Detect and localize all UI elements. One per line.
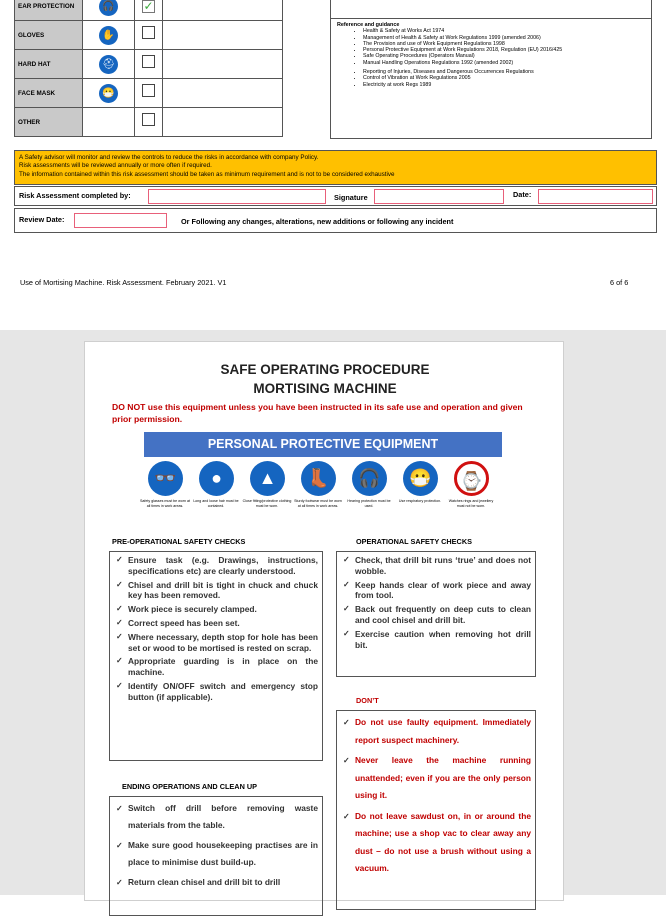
ppe-checkbox[interactable]	[142, 26, 155, 39]
ppe-heading: PERSONAL PROTECTIVE EQUIPMENT	[144, 432, 502, 457]
apron-icon: ▲	[250, 461, 285, 496]
reference-box-top	[330, 0, 652, 18]
date-label: Date:	[513, 190, 532, 199]
ppe-row	[15, 50, 283, 79]
ppe-icon-caption: Safety glasses must be worn at all times in work areas.	[140, 499, 190, 508]
ppe-row	[15, 0, 283, 21]
hearing-protection-icon: 🎧	[352, 461, 387, 496]
reference-box	[330, 18, 652, 139]
ppe-label: OTHER	[15, 108, 83, 137]
reference-item: • Electricity at work Regs 1989	[363, 82, 645, 88]
dont-list	[336, 710, 536, 910]
ppe-icon-cell	[83, 108, 135, 137]
review-row	[14, 208, 657, 233]
ppe-table	[14, 0, 283, 137]
ppe-label: HARD HAT	[15, 50, 83, 79]
ppe-notes-cell	[163, 79, 283, 108]
ppe-checkbox-cell	[135, 79, 163, 108]
signature-label: Signature	[334, 193, 368, 202]
check-item: ✓ Never leave the machine running unattended; even if you are the only person using it.	[341, 752, 531, 805]
face-mask-icon: 😷	[99, 84, 118, 103]
ppe-checkbox[interactable]	[142, 84, 155, 97]
ppe-icon-caption: Close fitting/protective clothing must be worn.	[242, 499, 292, 508]
ppe-checkbox-cell	[135, 21, 163, 50]
notice-line: A Safety advisor will monitor and review the controls to reduce the risks in accordance with company Policy.	[19, 154, 319, 161]
ppe-notes-cell	[163, 0, 283, 21]
ppe-icon-caption: Sturdy footwear must be worn at all times in work areas.	[294, 499, 342, 508]
ending-heading: ENDING OPERATIONS AND CLEAN UP	[122, 782, 257, 791]
check-item: ✓ Ensure task (e.g. Drawings, instructions, specifications etc) are clearly understood.	[114, 555, 318, 577]
ppe-icon-caption: Use respiratory protection.	[398, 499, 442, 503]
ppe-row	[15, 108, 283, 137]
reference-item: • Reporting of Injuries, Diseases and Dangerous Occurrences Regulations	[363, 69, 645, 75]
check-item: ✓ Do not leave sawdust on, in or around the machine; use a shop vac to clear away any dust – do not use a brush without using a vacuum.	[341, 808, 531, 878]
dont-heading: DON’T	[356, 696, 379, 705]
ppe-notes-cell	[163, 108, 283, 137]
ppe-row	[15, 21, 283, 50]
check-item: ✓ Exercise caution when removing hot drill bit.	[341, 629, 531, 651]
pre-op-list	[109, 551, 323, 761]
ppe-icon-cell	[83, 79, 135, 108]
ppe-notes-cell	[163, 50, 283, 79]
ppe-label: FACE MASK	[15, 79, 83, 108]
ppe-label: GLOVES	[15, 21, 83, 50]
reference-item: • Manual Handling Operations Regulations 1992 (amended 2002)	[363, 60, 645, 66]
ppe-label: EAR PROTECTION	[15, 0, 83, 21]
ppe-checkbox-cell	[135, 0, 163, 21]
check-item: ✓ Check, that drill bit runs ‘true’ and does not wobble.	[341, 555, 531, 577]
date-field[interactable]	[538, 189, 653, 204]
reference-item: • Safe Operating Procedures (Operators Manual)	[363, 53, 645, 59]
check-item: ✓ Do not use faulty equipment. Immediately report suspect machinery.	[341, 714, 531, 749]
safety-glasses-icon: 👓	[148, 461, 183, 496]
check-item: ✓ Switch off drill before removing waste materials from the table.	[114, 800, 318, 834]
check-item: ✓ Appropriate guarding is in place on the machine.	[114, 656, 318, 678]
check-item: ✓ Identify ON/OFF switch and emergency stop button (if applicable).	[114, 681, 318, 703]
ppe-icon-caption: Watches rings and jewellery must not be worn.	[448, 499, 494, 508]
ppe-icon-row	[140, 461, 508, 513]
ppe-checkbox[interactable]: ✓	[143, 0, 154, 13]
reference-title: Reference and guidance	[337, 22, 400, 28]
footwear-icon: 👢	[301, 461, 336, 496]
hard-hat-icon: ⛑	[99, 55, 118, 74]
reference-item: • Health & Safety at Works Act 1974	[363, 28, 645, 34]
sop-page	[84, 341, 564, 901]
check-item: ✓ Make sure good housekeeping practises are in place to minimise dust build-up.	[114, 837, 318, 871]
ppe-icon-caption: Hearing protection must be used.	[347, 499, 391, 508]
signature-field[interactable]	[374, 189, 504, 204]
footer-left: Use of Mortising Machine. Risk Assessment. February 2021. V1	[20, 278, 227, 287]
ppe-checkbox-cell	[135, 108, 163, 137]
risk-assessment-page	[0, 0, 666, 330]
sop-subtitle: MORTISING MACHINE	[253, 381, 397, 396]
reference-list	[337, 28, 645, 88]
check-item: ✓ Back out frequently on deep cuts to clean and cool chisel and drill bit.	[341, 604, 531, 626]
gloves-icon: ✋	[99, 26, 118, 45]
sop-title: SAFE OPERATING PROCEDURE	[220, 362, 430, 377]
check-item: ✓ Return clean chisel and drill bit to drill	[114, 874, 318, 891]
op-list	[336, 551, 536, 677]
ear-defenders-icon: 🎧	[99, 0, 118, 16]
warning-text: DO NOT use this equipment unless you have been instructed in its safe use and operation and given prior permission.	[112, 402, 523, 424]
reference-item: • Management of Health & Safety at Work Regulations 1999 (amended 2006)	[363, 35, 645, 41]
notice-line: Risk assessments will be reviewed annually or more often if required.	[19, 162, 212, 170]
page-number: 6 of 6	[610, 278, 629, 287]
ending-list	[109, 796, 323, 916]
ppe-icon-cell	[83, 0, 135, 21]
review-date-field[interactable]	[74, 213, 167, 228]
check-item: ✓ Where necessary, depth stop for hole has been set or wood to be mortised is rested on scrap.	[114, 632, 318, 654]
ppe-icon-cell	[83, 21, 135, 50]
ppe-icon-caption: Long and loose hair must be contained.	[193, 499, 239, 508]
hairnet-icon: ●	[199, 461, 234, 496]
safety-notice	[14, 150, 657, 185]
completed-by-label: Risk Assessment completed by:	[19, 191, 131, 200]
ppe-row	[15, 79, 283, 108]
ppe-icon-cell	[83, 50, 135, 79]
ppe-checkbox-cell	[135, 50, 163, 79]
signature-row	[14, 186, 657, 206]
review-date-label: Review Date:	[19, 215, 65, 224]
respirator-icon: 😷	[403, 461, 438, 496]
notice-line: The information contained within this risk assessment should be taken as minimum requirement and is not to be considered exhaustive	[19, 170, 395, 178]
completed-by-field[interactable]	[148, 189, 326, 204]
reference-item: • Control of Vibration at Work Regulations 2005	[363, 75, 645, 81]
pre-op-heading: PRE-OPERATIONAL SAFETY CHECKS	[112, 537, 246, 546]
no-jewellery-icon: ⌚	[454, 461, 489, 496]
ppe-notes-cell	[163, 21, 283, 50]
ppe-checkbox[interactable]	[142, 55, 155, 68]
ppe-checkbox[interactable]	[142, 113, 155, 126]
reference-item: • Personal Protective Equipment at Work Regulations 2018, Regulation (EU) 2016/425	[363, 47, 645, 53]
reference-item: • The Provision and use of Work Equipment Regulations 1998	[363, 41, 645, 47]
check-item: ✓ Correct speed has been set.	[114, 618, 318, 629]
review-note: Or Following any changes, alterations, new additions or following any incident	[181, 217, 454, 226]
check-item: ✓ Chisel and drill bit is tight in chuck and chuck key has been removed.	[114, 580, 318, 602]
check-item: ✓ Keep hands clear of work piece and away from tool.	[341, 580, 531, 602]
check-item: ✓ Work piece is securely clamped.	[114, 604, 318, 615]
op-heading: OPERATIONAL SAFETY CHECKS	[356, 537, 472, 546]
